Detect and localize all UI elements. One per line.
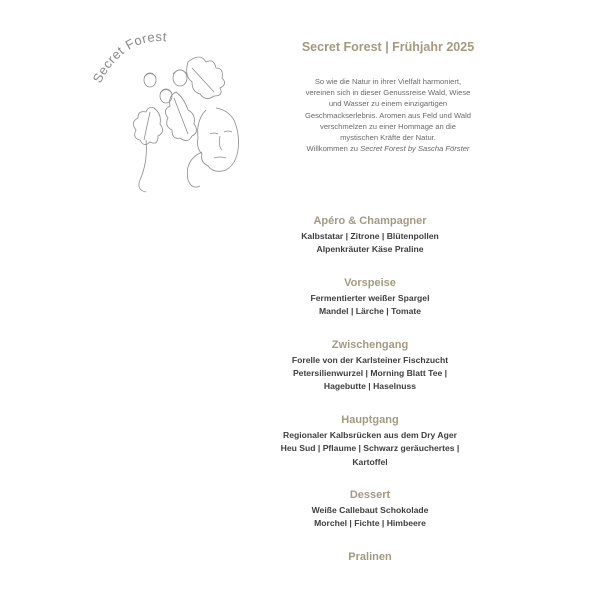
- course-title: Dessert: [349, 489, 391, 502]
- header: [278, 40, 498, 154]
- menu: [238, 215, 502, 583]
- course: [238, 215, 502, 257]
- intro-text: [278, 76, 498, 154]
- course-line: Kalbstatar | Zitrone | Blütenpollen: [301, 231, 439, 241]
- welcome-line: [278, 143, 498, 154]
- intro-line: Geschmackserlebnis. Aromen aus Feld und Wald: [304, 110, 471, 120]
- course-line: Petersilienwurzel | Morning Blatt Tee |: [292, 368, 448, 379]
- intro-line: verschmelzen zu einer Hommage an die: [320, 121, 456, 131]
- leaves-face-icon: [88, 22, 268, 202]
- intro-line: mystischen Kräfte der Natur.: [340, 133, 436, 143]
- course: [238, 277, 502, 319]
- course-title: Vorspeise: [344, 276, 396, 289]
- course: [238, 414, 502, 469]
- course-line: Regionaler Kalbsrücken aus dem Dry Ager: [282, 429, 457, 440]
- intro-line: So wie die Natur in ihrer Vielfalt harmoniert,: [314, 77, 462, 86]
- course-line: Kartoffel: [352, 456, 388, 467]
- course: [238, 339, 502, 394]
- page-title: Secret Forest | Frühjahr 2025: [301, 40, 475, 54]
- course-line: Fermentierter weißer Spargel: [310, 292, 430, 303]
- course-title: Pralinen: [348, 550, 392, 563]
- course-line: Weiße Callebaut Schokolade: [311, 505, 429, 516]
- course: [238, 489, 502, 531]
- intro-line: vereinen sich in dieser Genussreise Wald, Wiese: [305, 88, 471, 98]
- course-line: Hagebutte | Haselnuss: [323, 381, 417, 392]
- logo: [88, 22, 268, 202]
- intro-line: und Wasser zu einem einzigartigen: [328, 99, 448, 109]
- course-line: Alpenkräuter Käse Praline: [316, 244, 424, 255]
- course-title: Zwischengang: [331, 338, 409, 351]
- logo-arc-text: Secret Forest: [89, 29, 168, 86]
- course-line: Morchel | Fichte | Himbeere: [314, 518, 426, 529]
- course-title: Apéro & Champagner: [313, 215, 427, 227]
- course-line: Heu Sud | Pflaume | Schwarz geräuchertes |: [280, 443, 460, 454]
- course-line: Mandel | Lärche | Tomate: [318, 306, 422, 317]
- welcome-prefix: Willkommen zu: [306, 144, 361, 154]
- course: [238, 551, 502, 563]
- course-title: Hauptgang: [341, 413, 399, 426]
- welcome-italic: Secret Forest by Sascha Förster: [360, 144, 470, 154]
- course-line: Forelle von der Karlsteiner Fischzucht: [291, 354, 449, 365]
